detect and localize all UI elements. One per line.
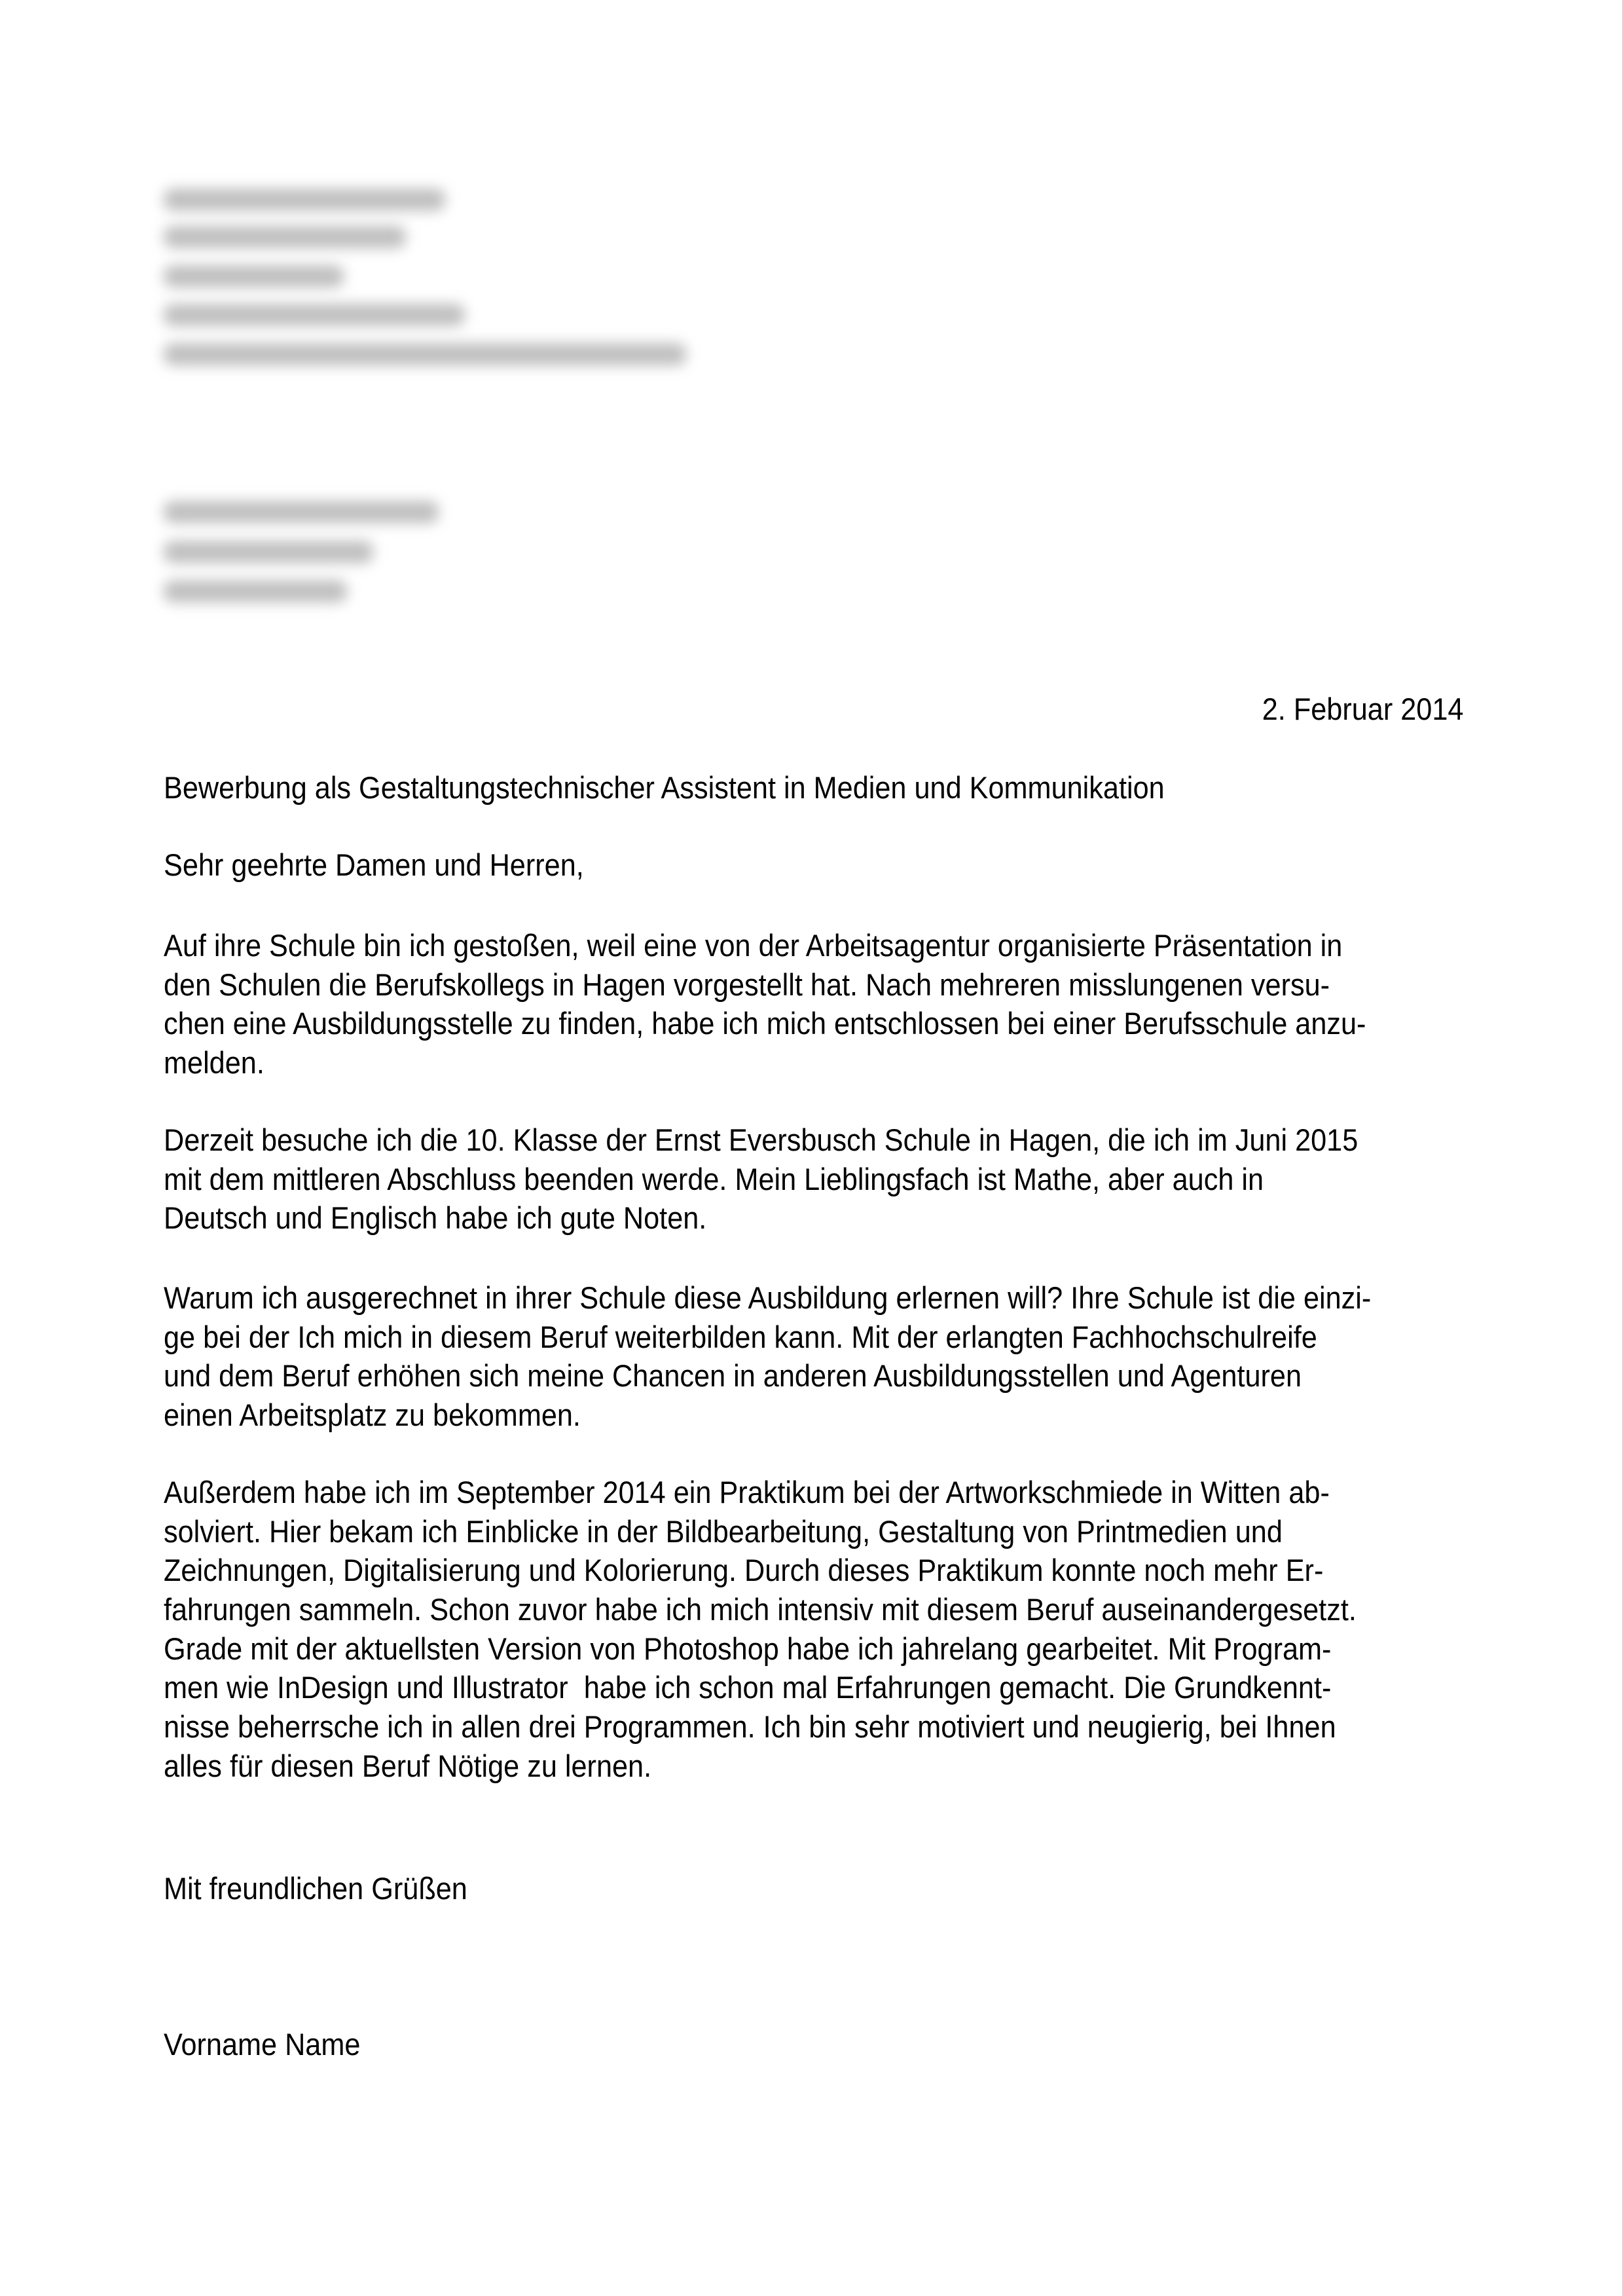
- body-paragraph: [164, 1278, 1371, 1435]
- paragraph-line: solviert. Hier bekam ich Einblicke in der Bildbearbeitung, Gestaltung von Printmedien und: [164, 1513, 1283, 1549]
- redacted-line: [164, 189, 445, 211]
- paragraph-line: nisse beherrsche ich in allen drei Programmen. Ich bin sehr motiviert und neugierig, bei Ihnen: [164, 1709, 1336, 1745]
- paragraph-line: und dem Beruf erhöhen sich meine Chancen in anderen Ausbildungsstellen und Agenturen: [164, 1358, 1302, 1394]
- redacted-line: [164, 541, 373, 563]
- paragraph-line: mit dem mittleren Abschluss beenden werde. Mein Lieblingsfach ist Mathe, aber auch in: [164, 1161, 1264, 1196]
- signature-name: Vorname Name: [164, 2027, 361, 2062]
- body-paragraph: [164, 1120, 1358, 1238]
- paragraph-line: Derzeit besuche ich die 10. Klasse der Ernst Eversbusch Schule in Hagen, die ich im Juni 2015: [164, 1122, 1359, 1157]
- redacted-line: [164, 343, 686, 365]
- paragraph-line: chen eine Ausbildungsstelle zu finden, habe ich mich entschlossen bei einer Berufsschule anzu-: [164, 1006, 1366, 1041]
- body-paragraph: [164, 926, 1366, 1083]
- paragraph-line: einen Arbeitsplatz zu bekommen.: [164, 1398, 581, 1433]
- salutation: Sehr geehrte Damen und Herren,: [164, 847, 584, 882]
- redacted-line: [164, 226, 406, 248]
- paragraph-line: ge bei der Ich mich in diesem Beruf weiterbilden kann. Mit der erlangten Fachhochschulreife: [164, 1319, 1317, 1354]
- redacted-line: [164, 304, 465, 326]
- paragraph-line: Auf ihre Schule bin ich gestoßen, weil eine von der Arbeitsagentur organisierte Präsentation in: [164, 928, 1343, 963]
- paragraph-line: melden.: [164, 1045, 264, 1081]
- paragraph-line: Deutsch und Englisch habe ich gute Noten.: [164, 1200, 707, 1236]
- paragraph-line: den Schulen die Berufskollegs in Hagen vorgestellt hat. Nach mehreren misslungenen versu-: [164, 967, 1330, 1002]
- paragraph-line: Warum ich ausgerechnet in ihrer Schule diese Ausbildung erlernen will? Ihre Schule ist die einzi-: [164, 1280, 1372, 1315]
- paragraph-line: Zeichnungen, Digitalisierung und Kolorierung. Durch dieses Praktikum konnte noch mehr Er-: [164, 1553, 1324, 1588]
- letter-date: 2. Februar 2014: [1262, 692, 1463, 726]
- closing: Mit freundlichen Grüßen: [164, 1871, 467, 1906]
- paragraph-line: men wie InDesign und Illustrator habe ich schon mal Erfahrungen gemacht. Die Grundkennt-: [164, 1670, 1332, 1705]
- paragraph-line: alles für diesen Beruf Nötige zu lernen.: [164, 1748, 652, 1783]
- paragraph-line: fahrungen sammeln. Schon zuvor habe ich mich intensiv mit diesem Beruf auseinandergesetzt.: [164, 1592, 1357, 1627]
- letter-subject: Bewerbung als Gestaltungstechnischer Assistent in Medien und Kommunikation: [164, 770, 1165, 805]
- redacted-line: [164, 501, 439, 523]
- paragraph-line: Außerdem habe ich im September 2014 ein Praktikum bei der Artworkschmiede in Witten ab-: [164, 1475, 1330, 1509]
- redacted-line: [164, 580, 347, 602]
- paragraph-line: Grade mit der aktuellsten Version von Photoshop habe ich jahrelang gearbeitet. Mit Program-: [164, 1631, 1332, 1666]
- body-paragraph: [164, 1473, 1357, 1786]
- redacted-line: [164, 265, 344, 287]
